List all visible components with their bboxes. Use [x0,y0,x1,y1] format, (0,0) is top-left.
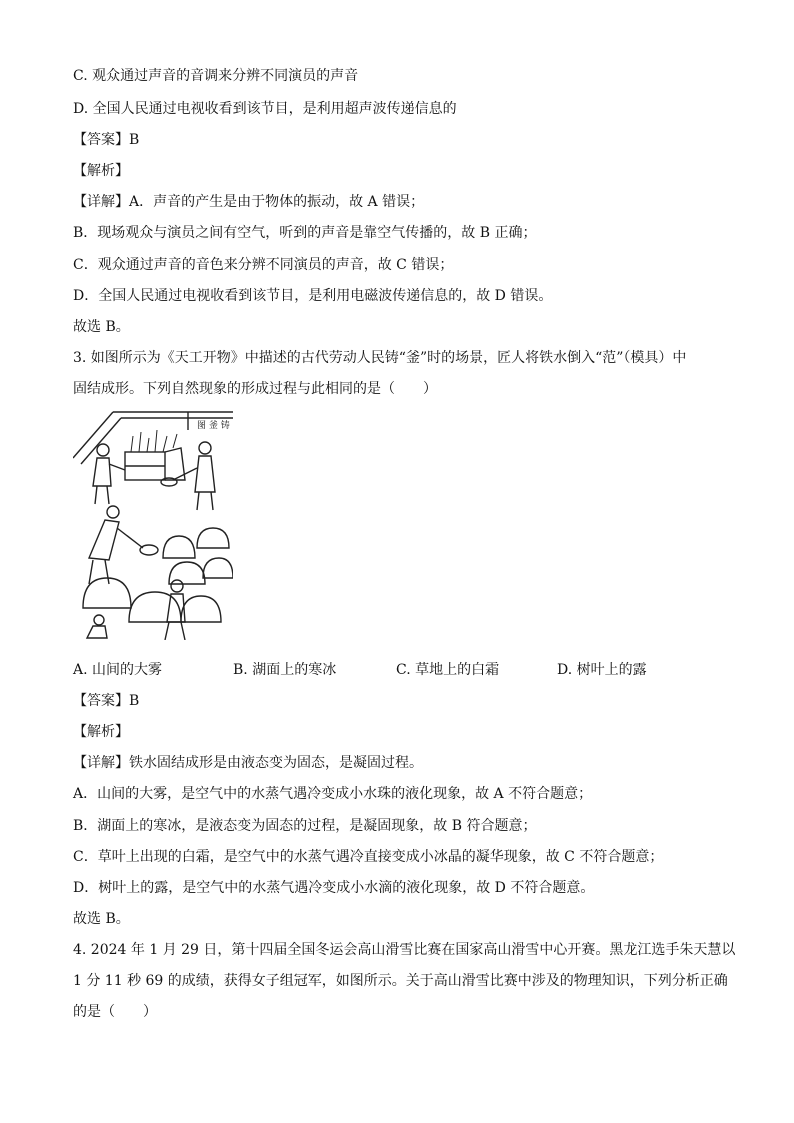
q3-stem-line1: 3. 如图所示为《天工开物》中描述的古代劳动人民铸“釜”时的场景，匠人将铁水倒入“范”（模具）中 [73,350,687,366]
q4-stem-line2: 1 分 11 秒 69 的成绩，获得女子组冠军，如图所示。关于高山滑雪比赛中涉及的物理知识，下列分析正确 [73,973,728,989]
q4-stem-line3: 的是（ ） [73,1004,157,1020]
q3-conclusion: 故选 B。 [73,911,130,927]
q3-stem-line2: 固结成形。下列自然现象的形成过程与此相同的是（ ） [73,381,437,397]
q3-detail-a: A．山间的大雾，是空气中的水蒸气遇冷变成小水珠的液化现象，故 A 不符合题意； [73,786,593,802]
q3-option-d: D. 树叶上的露 [557,662,647,678]
q2-detail-b: B．现场观众与演员之间有空气，听到的声音是靠空气传播的，故 B 正确； [73,225,537,241]
q3-option-b: B. 湖面上的寒冰 [233,662,337,678]
q2-option-c: C. 观众通过声音的音调来分辨不同演员的声音 [73,68,359,84]
q2-conclusion: 故选 B。 [73,319,130,335]
q2-answer: 【答案】B [73,132,140,148]
q3-detail-intro: 【详解】铁水固结成形是由液态变为固态，是凝固过程。 [73,755,423,771]
q2-detail-c: C．观众通过声音的音色来分辨不同演员的声音，故 C 错误； [73,257,454,273]
q3-option-a: A. 山间的大雾 [73,662,163,678]
q3-answer: 【答案】B [73,693,140,709]
casting-illustration-drawing [73,408,233,640]
q3-option-c: C. 草地上的白霜 [396,662,500,678]
q2-analysis-label: 【解析】 [73,163,129,179]
q2-detail-d: D．全国人民通过电视收看到该节目，是利用电磁波传递信息的，故 D 错误。 [73,288,553,304]
q3-detail-c: C．草叶上出现的白霜，是空气中的水蒸气遇冷直接变成小冰晶的凝华现象，故 C 不符合题意； [73,849,664,865]
q2-option-d: D. 全国人民通过电视收看到该节目，是利用超声波传递信息的 [73,101,457,117]
figure-caption: 图 釜 铸 [197,421,230,431]
q3-detail-d: D．树叶上的露，是空气中的水蒸气遇冷变成小水滴的液化现象，故 D 不符合题意。 [73,880,595,896]
q2-detail-a: 【详解】A．声音的产生是由于物体的振动，故 A 错误； [73,194,425,210]
q3-analysis-label: 【解析】 [73,724,129,740]
q4-stem-line1: 4. 2024 年 1 月 29 日，第十四届全国冬运会高山滑雪比赛在国家高山滑雪中心开赛。黑龙江选手朱天慧以 [73,942,736,958]
q3-detail-b: B．湖面上的寒冰，是液态变为固态的过程，是凝固现象，故 B 符合题意； [73,818,537,834]
casting-illustration [73,408,233,640]
